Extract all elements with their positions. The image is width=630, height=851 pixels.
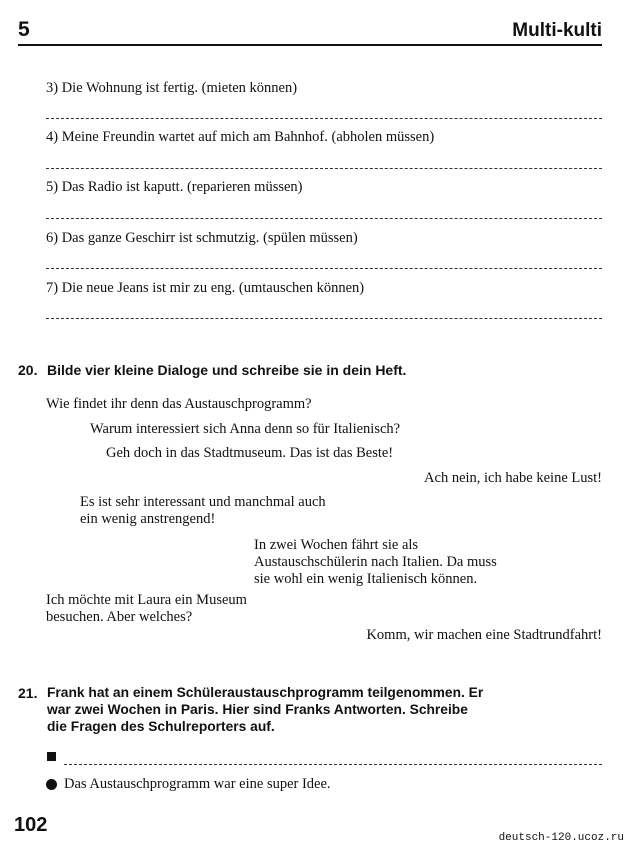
exercise-item-7: 7) Die neue Jeans ist mir zu eng. (umtauschen können) bbox=[46, 280, 365, 296]
question-answer-line[interactable] bbox=[64, 764, 602, 765]
header-rule bbox=[18, 44, 602, 46]
dialog-line: Komm, wir machen eine Stadtrundfahrt! bbox=[366, 627, 602, 643]
question-square-icon bbox=[47, 752, 56, 761]
task-20-instruction: Bilde vier kleine Dialoge und schreibe sie in dein Heft. bbox=[47, 362, 407, 378]
answer-bullet-icon bbox=[46, 779, 57, 790]
task-21-instruction-line: war zwei Wochen in Paris. Hier sind Franks Antworten. Schreibe bbox=[47, 702, 468, 717]
dialog-line: In zwei Wochen fährt sie als Austauschschülerin nach Italien. Da muss sie wohl ein wenig Italienisch können. bbox=[254, 537, 497, 587]
task-21-number: 21. bbox=[18, 685, 38, 701]
chapter-title: Multi-kulti bbox=[512, 20, 602, 41]
dialog-line: Ich möchte mit Laura ein Museum besuchen. Aber welches? bbox=[46, 592, 247, 625]
exercise-item-6: 6) Das ganze Geschirr ist schmutzig. (spülen müssen) bbox=[46, 230, 358, 246]
footer-url: deutsch-120.ucoz.ru bbox=[498, 832, 624, 844]
exercise-item-3: 3) Die Wohnung ist fertig. (mieten können) bbox=[46, 80, 298, 96]
answer-line[interactable] bbox=[46, 318, 602, 319]
frank-answer: Das Austauschprogramm war eine super Idee. bbox=[64, 776, 331, 792]
dialog-line: Warum interessiert sich Anna denn so für Italienisch? bbox=[90, 421, 401, 437]
answer-line[interactable] bbox=[46, 118, 602, 119]
task-21-instruction-line: die Fragen des Schulreporters auf. bbox=[47, 719, 275, 734]
dialog-line: Es ist sehr interessant und manchmal auch ein wenig anstrengend! bbox=[80, 494, 326, 527]
exercise-item-4: 4) Meine Freundin wartet auf mich am Bahnhof. (abholen müssen) bbox=[46, 129, 435, 145]
task-20-number: 20. bbox=[18, 362, 38, 378]
answer-line[interactable] bbox=[46, 268, 602, 269]
page-number: 102 bbox=[14, 814, 48, 836]
dialog-line: Ach nein, ich habe keine Lust! bbox=[424, 470, 602, 486]
answer-line[interactable] bbox=[46, 218, 602, 219]
dialog-line: Wie findet ihr denn das Austauschprogramm? bbox=[46, 396, 312, 412]
answer-line[interactable] bbox=[46, 168, 602, 169]
dialog-line: Geh doch in das Stadtmuseum. Das ist das Beste! bbox=[106, 445, 394, 461]
task-21-instruction-line: Frank hat an einem Schüleraustauschprogramm teilgenommen. Er bbox=[47, 685, 484, 700]
exercise-item-5: 5) Das Radio ist kaputt. (reparieren müssen) bbox=[46, 179, 303, 195]
chapter-number: 5 bbox=[18, 18, 30, 41]
